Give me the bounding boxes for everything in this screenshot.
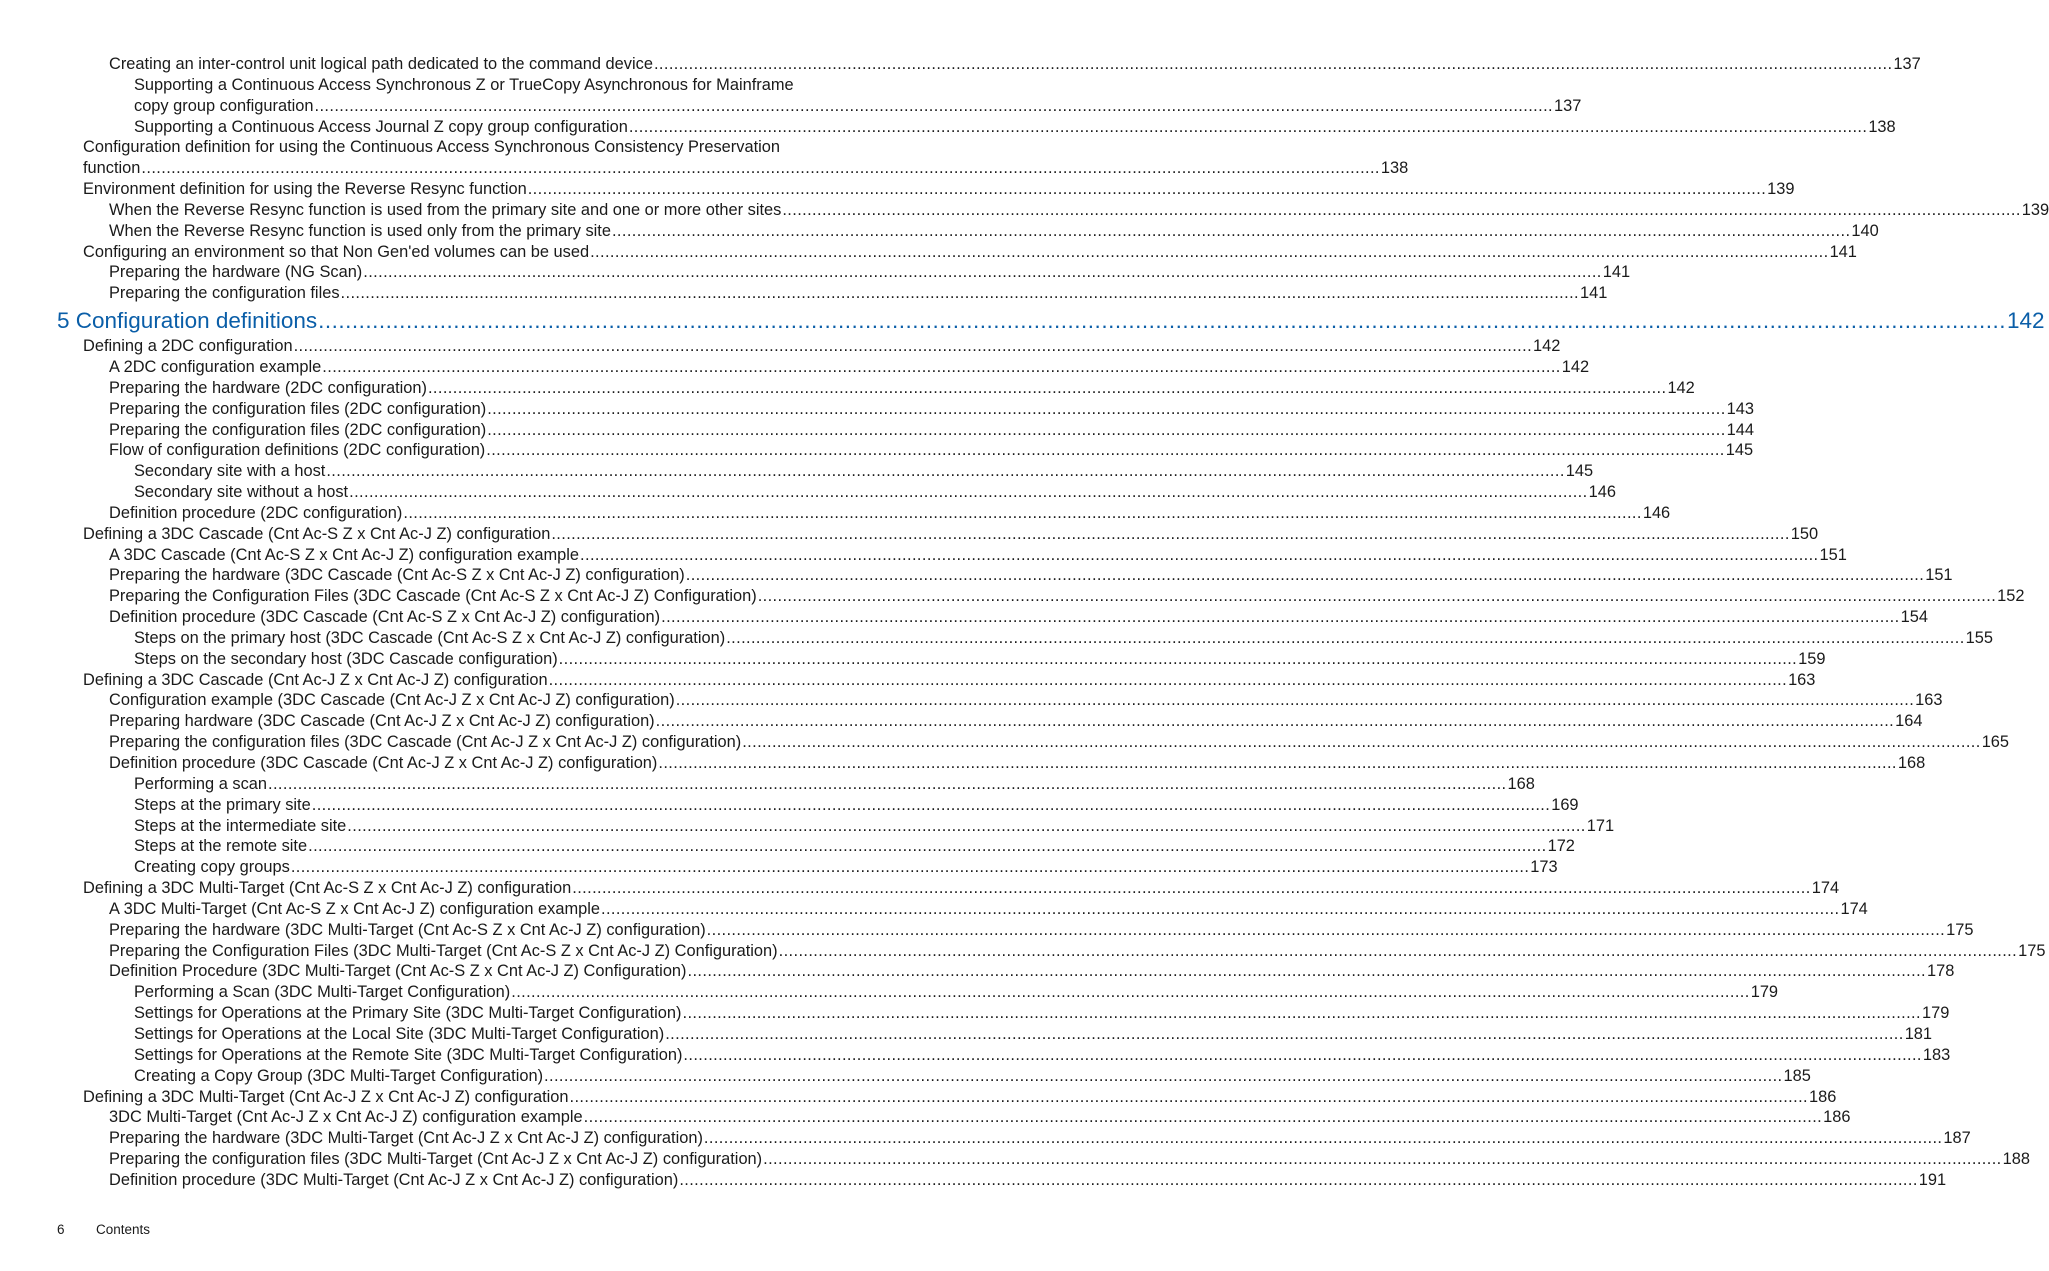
table-of-contents <box>0 54 2049 1191</box>
toc-leader-dots <box>703 1128 1943 1149</box>
toc-page-number: 179 <box>1921 1004 1950 1023</box>
toc-page-number: 175 <box>2018 941 2046 960</box>
toc-entry-text: Preparing the hardware (3DC Cascade (Cnt Ac-S Z x Cnt Ac-J Z) configuration) <box>109 566 685 585</box>
toc-entry-text: Secondary site with a host <box>134 462 326 481</box>
toc-page-number: 144 <box>1726 420 1755 439</box>
footer-section-label: Contents <box>96 1222 151 1237</box>
toc-entry-text: Defining a 3DC Multi-Target (Cnt Ac-J Z x Cnt Ac-J Z) configuration <box>83 1087 569 1106</box>
toc-entry[interactable] <box>134 96 1582 117</box>
toc-entry-text: Defining a 3DC Multi-Target (Cnt Ac-S Z x Cnt Ac-J Z) configuration <box>83 879 572 898</box>
toc-entry[interactable] <box>109 565 1953 586</box>
toc-entry[interactable] <box>134 628 1994 649</box>
toc-leader-dots <box>781 200 2021 221</box>
toc-leader-dots <box>583 1107 1823 1128</box>
toc-entry[interactable] <box>134 857 1558 878</box>
toc-leader-dots <box>571 878 1811 899</box>
toc-page-number: 142 <box>1561 357 1590 376</box>
toc-entry-text: Configuration example (3DC Cascade (Cnt Ac-J Z x Cnt Ac-J Z) configuration) <box>109 691 675 710</box>
toc-leader-dots <box>611 221 1851 242</box>
toc-entry[interactable] <box>134 117 1896 138</box>
toc-page-number: 139 <box>1767 180 1795 199</box>
toc-entry[interactable] <box>109 1107 1851 1128</box>
toc-entry[interactable] <box>109 732 2010 753</box>
toc-leader-dots <box>741 732 1981 753</box>
toc-page-number: 141 <box>1580 284 1608 303</box>
toc-entry-text: Steps at the primary site <box>134 795 311 814</box>
toc-page-number: 152 <box>1997 587 2025 606</box>
toc-entry-text: Settings for Operations at the Remote Site (3DC Multi-Target Configuration) <box>134 1045 683 1064</box>
toc-entry-text: A 3DC Multi-Target (Cnt Ac-S Z x Cnt Ac-J Z) configuration example <box>109 899 600 918</box>
toc-entry[interactable] <box>109 357 1590 378</box>
toc-page-number: 163 <box>1788 670 1816 689</box>
toc-entry[interactable] <box>109 586 2025 607</box>
toc-leader-dots <box>510 982 1750 1003</box>
toc-leader-dots <box>348 482 1588 503</box>
toc-entry-text: Preparing hardware (3DC Cascade (Cnt Ac-J Z x Cnt Ac-J Z) configuration) <box>109 712 655 731</box>
toc-entry-text: Creating a Copy Group (3DC Multi-Target Configuration) <box>134 1066 544 1085</box>
toc-page-number: 154 <box>1900 608 1928 627</box>
toc-page-number: 181 <box>1904 1024 1933 1043</box>
toc-leader-dots <box>550 524 1790 545</box>
toc-page-number: 175 <box>1946 920 1974 939</box>
toc-leader-dots <box>657 753 1897 774</box>
toc-entry[interactable] <box>134 461 1594 482</box>
toc-entry[interactable] <box>109 941 2046 962</box>
toc-entry[interactable] <box>134 1024 1933 1045</box>
toc-page-number: 169 <box>1551 795 1579 814</box>
toc-page-number: 143 <box>1726 399 1755 418</box>
toc-leader-dots <box>762 1149 2002 1170</box>
toc-leader-dots <box>682 1045 1922 1066</box>
toc-page-number: 179 <box>1750 983 1779 1002</box>
toc-entry-text: Performing a Scan (3DC Multi-Target Configuration) <box>134 983 511 1002</box>
toc-entry[interactable] <box>109 961 1955 982</box>
toc-leader-dots <box>402 503 1642 524</box>
toc-leader-dots <box>706 920 1946 941</box>
toc-page-number: 142 <box>1533 337 1561 356</box>
toc-entry[interactable] <box>83 524 1819 545</box>
toc-page-number: 138 <box>1868 117 1896 136</box>
toc-entry-text: Preparing the hardware (NG Scan) <box>109 263 363 282</box>
toc-entry-text: Steps at the remote site <box>134 837 308 856</box>
toc-page-number: 159 <box>1798 649 1826 668</box>
toc-leader-dots <box>579 545 1819 566</box>
toc-page-number: 140 <box>1851 221 1879 240</box>
toc-entry[interactable] <box>134 482 1616 503</box>
toc-entry-text: Defining a 3DC Cascade (Cnt Ac-J Z x Cnt Ac-J Z) configuration <box>83 670 548 689</box>
toc-page-number: 145 <box>1565 462 1594 481</box>
toc-leader-dots <box>682 1003 1922 1024</box>
toc-leader-dots <box>687 961 1927 982</box>
toc-entry-text: Configuration definition for using the Continuous Access Synchronous Consistency Preservation <box>83 138 780 157</box>
toc-entry[interactable] <box>109 283 1608 304</box>
toc-page-number: 188 <box>2002 1150 2030 1169</box>
toc-page-number: 138 <box>1380 159 1409 178</box>
toc-leader-dots <box>317 306 2007 336</box>
toc-entry-text: Steps on the primary host (3DC Cascade (Cnt Ac-S Z x Cnt Ac-J Z) configuration) <box>134 628 726 647</box>
toc-page-number: 187 <box>1943 1129 1971 1148</box>
chapter-heading[interactable] <box>57 306 2045 336</box>
toc-entry-text: Creating an inter-control unit logical path dedicated to the command device <box>109 55 653 73</box>
toc-leader-dots <box>293 336 1533 357</box>
toc-entry[interactable] <box>109 399 1755 420</box>
toc-entry-text: Supporting a Continuous Access Synchronous Z or TrueCopy Asynchronous for Mainframe <box>134 75 794 94</box>
toc-entry-text: function <box>83 159 141 178</box>
toc-page-number: 191 <box>1918 1170 1947 1189</box>
toc-entry-text: Definition Procedure (3DC Multi-Target (Cnt Ac-S Z x Cnt Ac-J Z) Configuration) <box>109 962 687 981</box>
toc-page-number: 186 <box>1823 1108 1851 1127</box>
toc-entry-text: Configuring an environment so that Non Gen'ed volumes can be used <box>83 242 590 261</box>
toc-entry[interactable] <box>83 336 1561 357</box>
toc-page-number: 146 <box>1588 483 1616 502</box>
toc-leader-dots <box>589 242 1829 263</box>
toc-leader-dots <box>778 941 2018 962</box>
toc-entry[interactable] <box>109 378 1695 399</box>
toc-entry[interactable] <box>109 440 1754 461</box>
toc-leader-dots <box>678 1170 1918 1191</box>
toc-entry[interactable] <box>83 670 1816 691</box>
toc-leader-dots <box>757 586 1997 607</box>
footer-page-number: 6 <box>57 1222 65 1237</box>
toc-entry-text: Secondary site without a host <box>134 483 349 502</box>
toc-page-number: 178 <box>1926 962 1955 981</box>
toc-entry-text: Settings for Operations at the Local Site (3DC Multi-Target Configuration) <box>134 1024 665 1043</box>
toc-entry-text: Definition procedure (3DC Multi-Target (Cnt Ac-J Z x Cnt Ac-J Z) configuration) <box>109 1170 679 1189</box>
toc-entry-text: A 2DC configuration example <box>109 357 322 376</box>
toc-page-number: 183 <box>1922 1045 1951 1064</box>
toc-leader-dots <box>340 283 1580 304</box>
toc-entry-text: Steps at the intermediate site <box>134 816 347 835</box>
toc-leader-dots <box>548 670 1788 691</box>
toc-entry-text: Environment definition for using the Reverse Resync function <box>83 180 527 199</box>
toc-entry-text: copy group configuration <box>134 96 314 115</box>
toc-leader-dots <box>321 357 1561 378</box>
toc-entry[interactable] <box>134 774 1535 795</box>
toc-leader-dots <box>362 262 1602 283</box>
toc-entry[interactable] <box>134 75 867 96</box>
toc-leader-dots <box>325 461 1565 482</box>
toc-entry[interactable] <box>83 242 1857 263</box>
toc-entry-text: Defining a 2DC configuration <box>83 337 293 356</box>
toc-entry[interactable] <box>134 982 1779 1003</box>
toc-leader-dots <box>267 774 1507 795</box>
toc-entry-text: Preparing the configuration files <box>109 284 340 303</box>
toc-leader-dots <box>543 1066 1783 1087</box>
toc-leader-dots <box>314 96 1554 117</box>
toc-page-number: 185 <box>1783 1066 1811 1085</box>
toc-entry[interactable] <box>83 158 1409 179</box>
toc-page-number: 141 <box>1602 263 1631 282</box>
toc-entry[interactable] <box>109 262 1631 283</box>
toc-page-number: 146 <box>1642 503 1671 522</box>
toc-leader-dots <box>725 628 1965 649</box>
toc-leader-dots <box>307 836 1547 857</box>
toc-page-number: 172 <box>1547 837 1575 856</box>
toc-entry-text: Defining a 3DC Cascade (Cnt Ac-S Z x Cnt Ac-J Z) configuration <box>83 524 551 543</box>
toc-entry[interactable] <box>109 607 1928 628</box>
toc-entry[interactable] <box>109 1170 1947 1191</box>
toc-page-number: 151 <box>1819 545 1847 564</box>
toc-leader-dots <box>427 378 1667 399</box>
toc-entry-text: Preparing the configuration files (3DC Multi-Target (Cnt Ac-J Z x Cnt Ac-J Z) configuration) <box>109 1150 763 1169</box>
toc-leader-dots <box>486 420 1726 441</box>
toc-entry-text: Preparing the hardware (2DC configuration) <box>109 378 427 397</box>
toc-entry-text: Preparing the Configuration Files (3DC Multi-Target (Cnt Ac-S Z x Cnt Ac-J Z) Configuration) <box>109 941 778 960</box>
toc-entry-text: Definition procedure (2DC configuration) <box>109 503 403 522</box>
toc-page-number: 186 <box>1808 1087 1837 1106</box>
toc-entry[interactable] <box>109 920 1974 941</box>
chapter-heading-text: 5 Configuration definitions <box>57 308 318 334</box>
toc-leader-dots <box>140 158 1380 179</box>
toc-entry-text: When the Reverse Resync function is used from the primary site and one or more other sites <box>109 200 782 219</box>
toc-entry-text: Preparing the hardware (3DC Multi-Target (Cnt Ac-S Z x Cnt Ac-J Z) configuration) <box>109 920 706 939</box>
toc-page-number: 168 <box>1897 754 1926 772</box>
toc-entry-text: Definition procedure (3DC Cascade (Cnt Ac-J Z x Cnt Ac-J Z) configuration) <box>109 754 658 772</box>
toc-entry[interactable] <box>134 795 1579 816</box>
toc-entry-text: A 3DC Cascade (Cnt Ac-S Z x Cnt Ac-J Z) configuration example <box>109 545 580 564</box>
toc-leader-dots <box>675 690 1915 711</box>
toc-entry[interactable] <box>109 753 1926 774</box>
toc-page-number: 173 <box>1530 858 1558 877</box>
toc-entry[interactable] <box>109 899 1868 920</box>
toc-entry[interactable] <box>134 836 1575 857</box>
toc-entry-text: Steps on the secondary host (3DC Cascade configuration) <box>134 649 558 668</box>
toc-leader-dots <box>664 1024 1904 1045</box>
toc-leader-dots <box>311 795 1551 816</box>
toc-leader-dots <box>485 440 1725 461</box>
toc-entry[interactable] <box>83 1087 1837 1108</box>
toc-leader-dots <box>600 899 1840 920</box>
toc-leader-dots <box>655 711 1895 732</box>
toc-entry-text: Creating copy groups <box>134 858 290 877</box>
toc-page-number: 142 <box>2006 308 2045 334</box>
toc-page-number: 142 <box>1667 378 1695 397</box>
toc-page-number: 137 <box>1553 96 1582 115</box>
toc-page-number: 171 <box>1586 816 1615 835</box>
toc-entry[interactable] <box>83 179 1795 200</box>
toc-entry[interactable] <box>109 503 1671 524</box>
toc-leader-dots <box>527 179 1767 200</box>
toc-page-number: 165 <box>1981 733 2010 752</box>
toc-leader-dots <box>290 857 1530 878</box>
toc-entry-text: Settings for Operations at the Primary Site (3DC Multi-Target Configuration) <box>134 1004 682 1023</box>
toc-entry[interactable] <box>134 649 1826 670</box>
toc-entry[interactable] <box>109 690 1943 711</box>
toc-leader-dots <box>346 816 1586 837</box>
toc-entry-text: Supporting a Continuous Access Journal Z copy group configuration <box>134 117 628 136</box>
toc-entry[interactable] <box>109 200 2049 221</box>
toc-page-number: 150 <box>1790 524 1819 543</box>
toc-page-number: 168 <box>1507 774 1535 793</box>
toc-page-number: 174 <box>1840 899 1868 918</box>
toc-page-number: 163 <box>1915 691 1943 710</box>
toc-entry[interactable] <box>109 1128 1971 1149</box>
toc-entry[interactable] <box>134 1045 1951 1066</box>
toc-entry-text: Preparing the hardware (3DC Multi-Target (Cnt Ac-J Z x Cnt Ac-J Z) configuration) <box>109 1129 703 1148</box>
toc-entry[interactable] <box>83 137 867 158</box>
toc-entry-text: Definition procedure (3DC Cascade (Cnt Ac-S Z x Cnt Ac-J Z) configuration) <box>109 608 661 627</box>
toc-leader-dots <box>653 54 1893 75</box>
toc-page-number: 139 <box>2021 200 2049 219</box>
toc-entry[interactable] <box>109 221 1879 242</box>
toc-page-number: 164 <box>1895 712 1923 731</box>
toc-leader-dots <box>486 399 1726 420</box>
toc-entry[interactable] <box>134 1066 1811 1087</box>
toc-entry-text: Preparing the configuration files (2DC configuration) <box>109 420 487 439</box>
toc-page-number: 141 <box>1829 242 1857 261</box>
toc-page-number: 174 <box>1811 879 1840 898</box>
toc-leader-dots <box>660 607 1900 628</box>
toc-entry[interactable] <box>109 711 1923 732</box>
toc-entry-text: 3DC Multi-Target (Cnt Ac-J Z x Cnt Ac-J Z) configuration example <box>109 1108 583 1127</box>
toc-entry[interactable] <box>109 1149 2030 1170</box>
toc-entry-text: Preparing the configuration files (2DC configuration) <box>109 399 487 418</box>
toc-entry[interactable] <box>134 1003 1950 1024</box>
toc-entry[interactable] <box>109 420 1755 441</box>
toc-entry-text: When the Reverse Resync function is used only from the primary site <box>109 221 611 240</box>
toc-entry-text: Flow of configuration definitions (2DC configuration) <box>109 441 486 460</box>
toc-entry-text: Preparing the configuration files (3DC Cascade (Cnt Ac-J Z x Cnt Ac-J Z) configuration) <box>109 733 742 752</box>
toc-entry[interactable] <box>109 54 1921 75</box>
toc-page-number: 151 <box>1925 566 1953 585</box>
page-footer <box>57 1222 150 1237</box>
toc-page-number: 155 <box>1965 628 1994 647</box>
toc-entry-text: Performing a scan <box>134 774 268 793</box>
toc-page-number: 145 <box>1725 441 1754 460</box>
toc-entry[interactable] <box>109 545 1847 566</box>
toc-entry[interactable] <box>83 878 1840 899</box>
toc-leader-dots <box>628 117 1868 138</box>
toc-leader-dots <box>569 1087 1809 1108</box>
toc-leader-dots <box>558 649 1798 670</box>
toc-leader-dots <box>685 565 1925 586</box>
toc-entry[interactable] <box>134 816 1615 837</box>
toc-entry-text: Preparing the Configuration Files (3DC Cascade (Cnt Ac-S Z x Cnt Ac-J Z) Configuration) <box>109 587 757 606</box>
toc-page-number: 137 <box>1893 55 1921 73</box>
